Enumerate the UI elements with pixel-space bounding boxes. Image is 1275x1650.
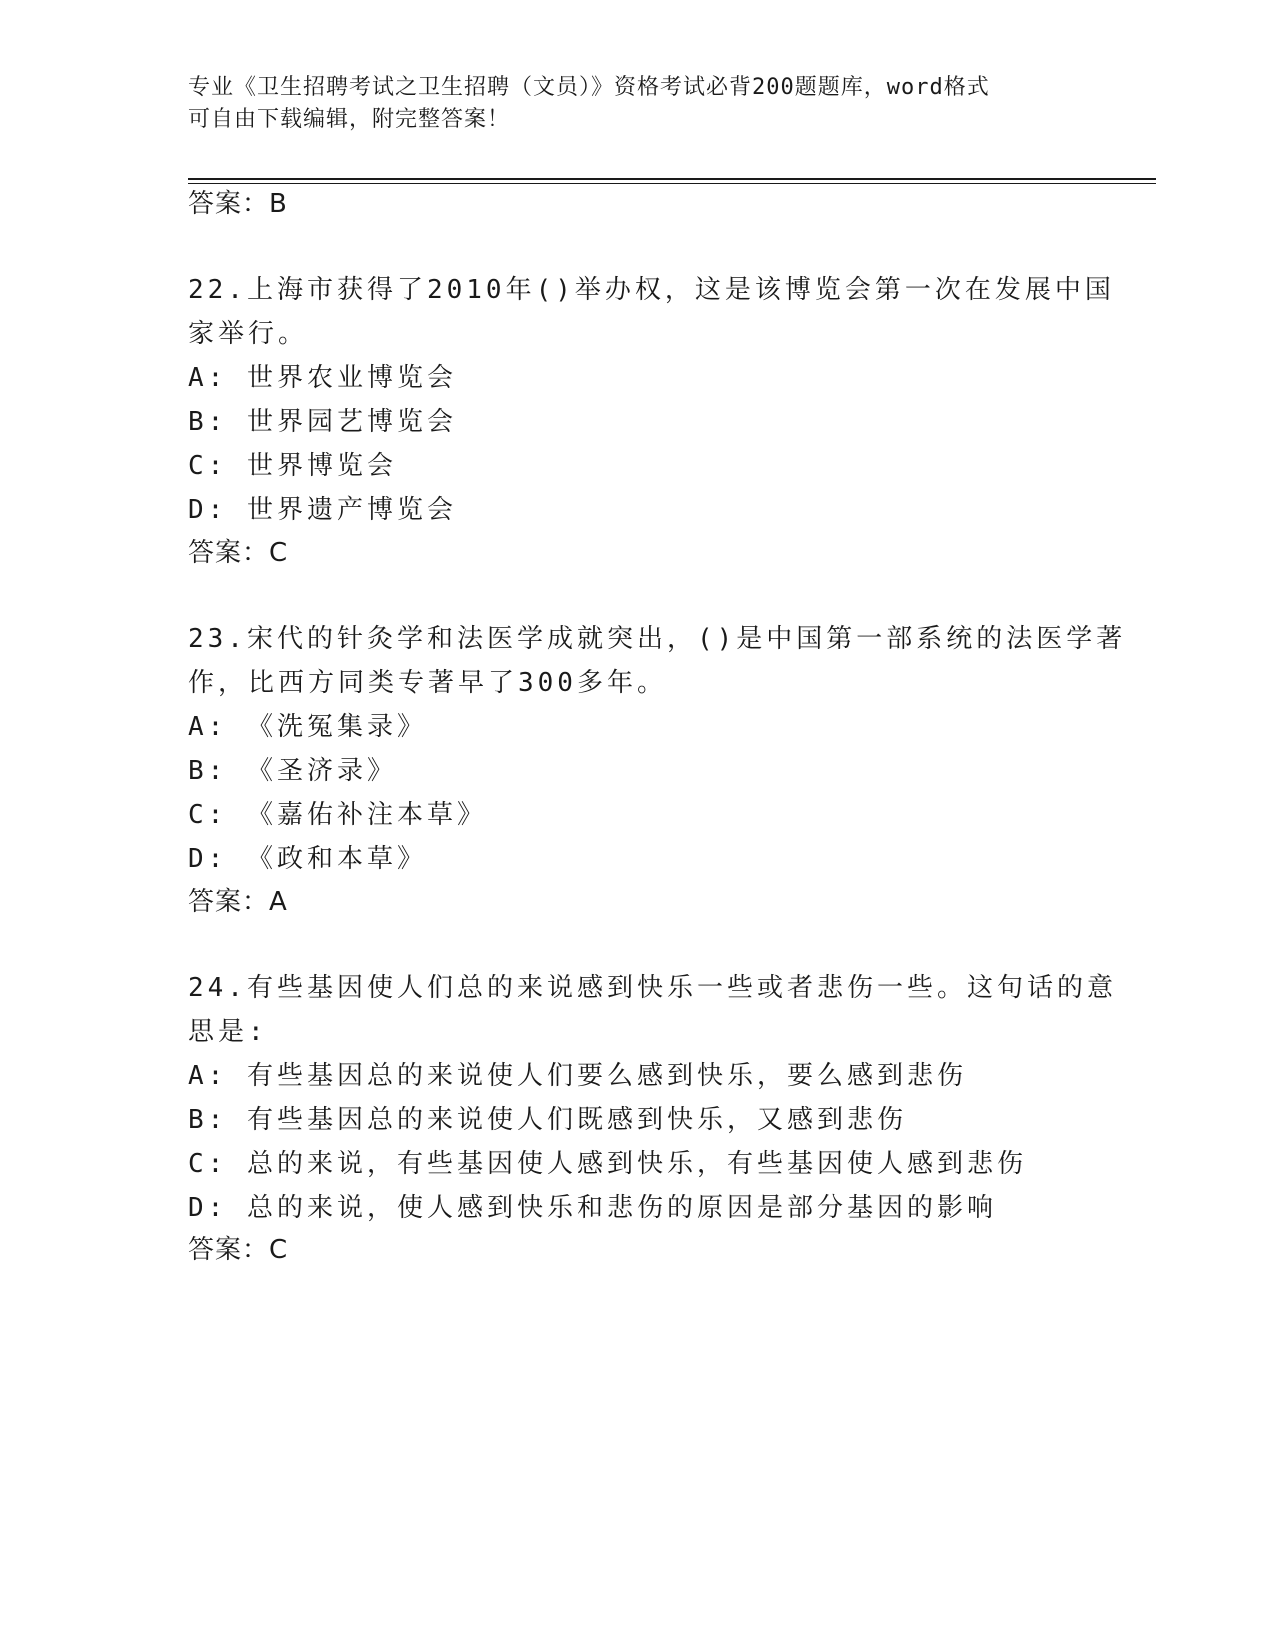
question-24-option-a: A: 有些基因总的来说使人们要么感到快乐，要么感到悲伤 — [188, 1061, 967, 1091]
header-line-2: 可自由下载编辑，附完整答案！ — [188, 107, 511, 132]
question-24-option-c: C: 总的来说，有些基因使人感到快乐，有些基因使人感到悲伤 — [188, 1149, 1027, 1179]
question-23-answer: 答案：A — [188, 887, 288, 917]
question-24-option-b: B: 有些基因总的来说使人们既感到快乐，又感到悲伤 — [188, 1105, 907, 1135]
question-24-option-d: D: 总的来说，使人感到快乐和悲伤的原因是部分基因的影响 — [188, 1193, 997, 1223]
question-23-stem-line-1: 23.宋代的针灸学和法医学成就突出，()是中国第一部系统的法医学著 — [188, 624, 1127, 654]
header-line-1: 专业《卫生招聘考试之卫生招聘（文员）》资格考试必背200题题库，word格式 — [188, 75, 990, 100]
page-header — [188, 72, 1068, 136]
question-22-stem-line-2: 家举行。 — [188, 319, 309, 349]
question-24-stem-line-2: 思是: — [188, 1017, 268, 1047]
header-divider — [188, 178, 1156, 180]
question-24-stem-line-1: 24.有些基因使人们总的来说感到快乐一些或者悲伤一些。这句话的意 — [188, 973, 1117, 1003]
header-divider-thin — [188, 183, 1156, 184]
question-23-stem-line-2: 作，比西方同类专著早了300多年。 — [188, 668, 667, 698]
question-23-option-b: B: 《圣济录》 — [188, 756, 397, 786]
question-24-answer: 答案：C — [188, 1235, 289, 1265]
question-22-option-a: A: 世界农业博览会 — [188, 363, 457, 393]
question-23-option-c: C: 《嘉佑补注本草》 — [188, 800, 487, 830]
question-22-option-d: D: 世界遗产博览会 — [188, 495, 457, 525]
question-22-option-c: C: 世界博览会 — [188, 451, 397, 481]
question-23-option-d: D: 《政和本草》 — [188, 844, 427, 874]
question-22-answer: 答案：C — [188, 538, 289, 568]
question-22-option-b: B: 世界园艺博览会 — [188, 407, 457, 437]
question-23-option-a: A: 《洗冤集录》 — [188, 712, 427, 742]
answer-prev: 答案：B — [188, 189, 288, 219]
question-22-stem-line-1: 22.上海市获得了2010年()举办权，这是该博览会第一次在发展中国 — [188, 275, 1115, 305]
